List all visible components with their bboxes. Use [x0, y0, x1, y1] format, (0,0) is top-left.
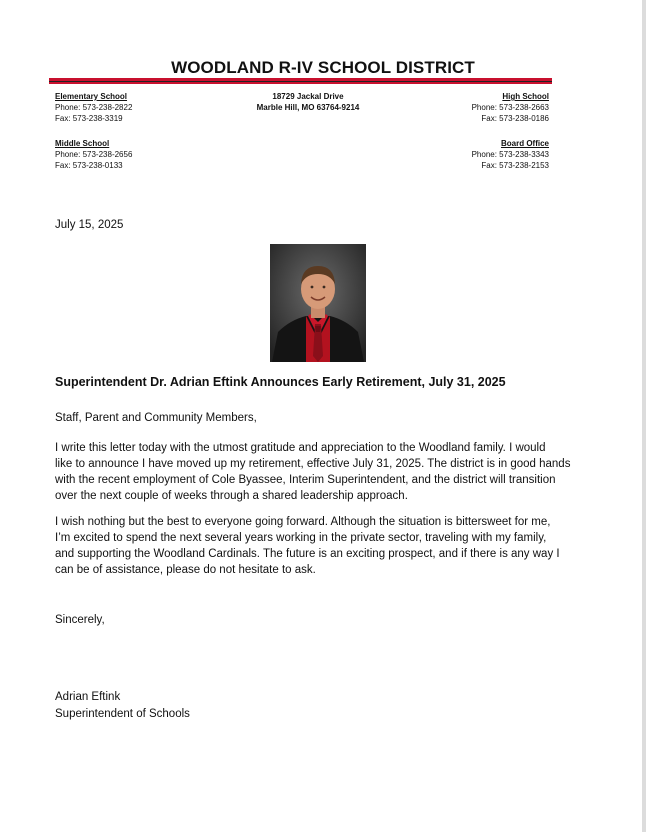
board-office-contact [472, 138, 549, 171]
letter-headline: Superintendent Dr. Adrian Eftink Announces Early Retirement, July 31, 2025 [55, 375, 506, 389]
letter-date: July 15, 2025 [55, 219, 124, 231]
middle-heading: Middle School [55, 139, 110, 148]
address-line2: Marble Hill, MO 63764-9214 [256, 103, 360, 112]
board-heading: Board Office [500, 139, 549, 148]
elementary-school-contact [55, 91, 132, 124]
elementary-heading: Elementary School [55, 92, 128, 101]
elementary-phone: Phone: 573-238-2822 [55, 103, 133, 112]
board-phone: Phone: 573-238-3343 [471, 150, 549, 159]
closing: Sincerely, [55, 614, 105, 626]
high-fax: Fax: 573-238-0186 [481, 114, 549, 123]
high-phone: Phone: 573-238-2663 [471, 103, 549, 112]
middle-fax: Fax: 573-238-0133 [55, 161, 123, 170]
elementary-fax: Fax: 573-238-3319 [55, 114, 123, 123]
paragraph-1-line: with the recent employment of Cole Byassee, Interim Superintendent, and the district will transition [55, 474, 556, 486]
superintendent-portrait [270, 244, 366, 362]
paragraph-1-line: I write this letter today with the utmost gratitude and appreciation to the Woodland family. I would [55, 442, 546, 454]
signature-title: Superintendent of Schools [55, 708, 190, 720]
paragraph-1 [55, 440, 575, 504]
page-edge [642, 0, 646, 832]
high-heading: High School [502, 92, 549, 101]
paragraph-2-line: and supporting the Woodland Cardinals. The future is an exciting prospect, and if there is any way I [55, 548, 560, 560]
signature-name: Adrian Eftink [55, 691, 121, 703]
middle-school-contact [55, 138, 132, 171]
high-school-contact [472, 91, 549, 124]
paragraph-2-line: I wish nothing but the best to everyone going forward. Although the situation is bittersweet for me, [55, 516, 551, 528]
board-fax: Fax: 573-238-2153 [481, 161, 549, 170]
paragraph-1-line: over the next couple of weeks through a shared leadership approach. [55, 490, 408, 502]
district-title: WOODLAND R-IV SCHOOL DISTRICT [171, 58, 475, 77]
district-address [223, 91, 393, 113]
paragraph-2-line: I’m excited to spend the next several years working in the private sector, traveling with my family, [55, 532, 547, 544]
paragraph-1-line: like to announce I have moved up my retirement, effective July 31, 2025. The district is in good hands [55, 458, 571, 470]
paragraph-2 [55, 514, 575, 578]
middle-phone: Phone: 573-238-2656 [55, 150, 133, 159]
address-line1: 18729 Jackal Drive [272, 92, 344, 101]
header-rule-red-lower [49, 82, 552, 84]
paragraph-2-line: can be of assistance, please do not hesitate to ask. [55, 564, 316, 576]
salutation: Staff, Parent and Community Members, [55, 412, 257, 424]
